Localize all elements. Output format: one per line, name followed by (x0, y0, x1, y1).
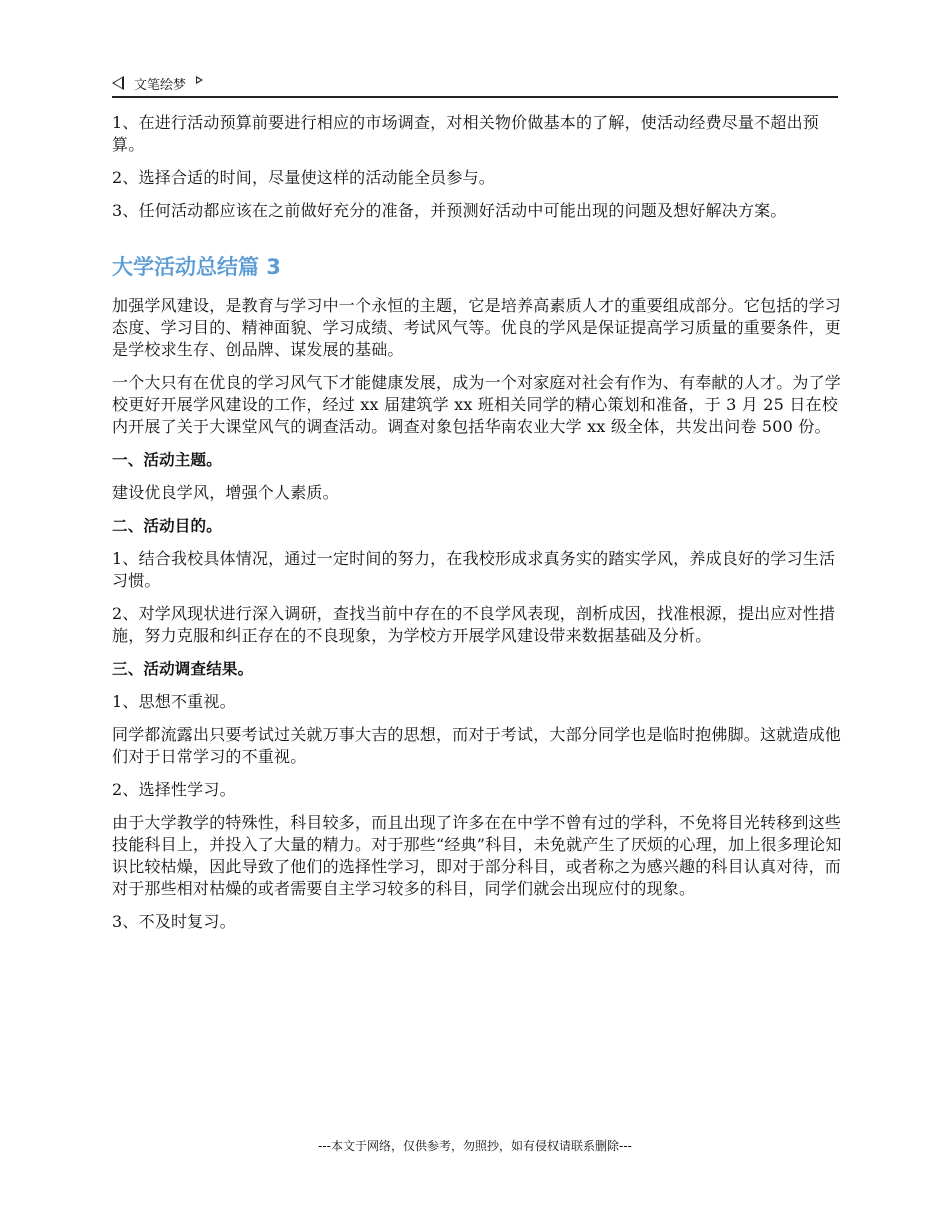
list-item-title: 3、不及时复习。 (112, 912, 236, 931)
paragraph: 加强学风建设，是教育与学习中一个永恒的主题，它是培养高素质人才的重要组成部分。它包括的学习态度、学习目的、精神面貌、学习成绩、考试风气等。优良的学风是保证提高学习质量的重要条件，更是学校求生存、创品牌、谋发展的基础。 (112, 296, 842, 359)
list-item-title: 1、思想不重视。 (112, 692, 236, 711)
document-body (112, 112, 842, 944)
header-bar (112, 72, 203, 94)
spacer (112, 233, 842, 253)
triangle-left-icon (112, 76, 124, 90)
paragraph: 同学都流露出只要考试过关就万事大吉的思想，而对于考试，大部分同学也是临时抱佛脚。这就造成他们对于日常学习的不重视。 (112, 725, 842, 766)
paragraph: 建设优良学风，增强个人素质。 (112, 483, 339, 502)
paragraph: 2、选择合适的时间，尽量使这样的活动能全员参与。 (112, 168, 495, 187)
paragraph: 1、结合我校具体情况，通过一定时间的努力，在我校形成求真务实的踏实学风，养成良好的学习生活习惯。 (112, 549, 836, 590)
section-heading: 大学活动总结篇 3 (112, 255, 281, 279)
paragraph: 1、在进行活动预算前要进行相应的市场调查，对相关物价做基本的了解，使活动经费尽量不超出预算。 (112, 113, 819, 154)
list-item-title: 2、选择性学习。 (112, 780, 236, 799)
paragraph: 由于大学教学的特殊性，科目较多，而且出现了许多在在中学不曾有过的学科，不免将目光转移到这些技能科目上，并投入了大量的精力。对于那些“经典”科目，未免就产生了厌烦的心理，加上很多理论知识比较枯燥，因此导致了他们的选择性学习，即对于部分科目，或者称之为感兴趣的科目认真对待，而对于那些相对枯燥的或者需要自主学习较多的科目，同学们就会出现应付的现象。 (112, 813, 842, 898)
header-title: 文笔绘梦 (134, 77, 187, 93)
paragraph: 3、任何活动都应该在之前做好充分的准备，并预测好活动中可能出现的问题及想好解决方案。 (112, 201, 787, 220)
page-header (112, 72, 838, 98)
subheading: 三、活动调查结果。 (112, 660, 254, 678)
page-footer: ---本文于网络，仅供参考，勿照抄，如有侵权请联系删除--- (318, 1139, 632, 1153)
paragraph: 一个大只有在优良的学习风气下才能健康发展，成为一个对家庭对社会有作为、有奉献的人才。为了学校更好开展学风建设的工作，经过 xx 届建筑学 xx 班相关同学的精心策划和准备，于 3 月 25 日在校内开展了关于大课堂风气的调查活动。调查对象包括华南农业大学 xx 级全体，共发出问卷 500 份。 (112, 373, 842, 436)
subheading: 一、活动主题。 (112, 451, 222, 469)
paragraph: 2、对学风现状进行深入调研，查找当前中存在的不良学风表现，剖析成因，找准根源，提出应对性措施，努力克服和纠正存在的不良现象，为学校方开展学风建设带来数据基础及分析。 (112, 604, 836, 645)
triangle-right-icon (196, 76, 203, 84)
subheading: 二、活动目的。 (112, 517, 222, 535)
